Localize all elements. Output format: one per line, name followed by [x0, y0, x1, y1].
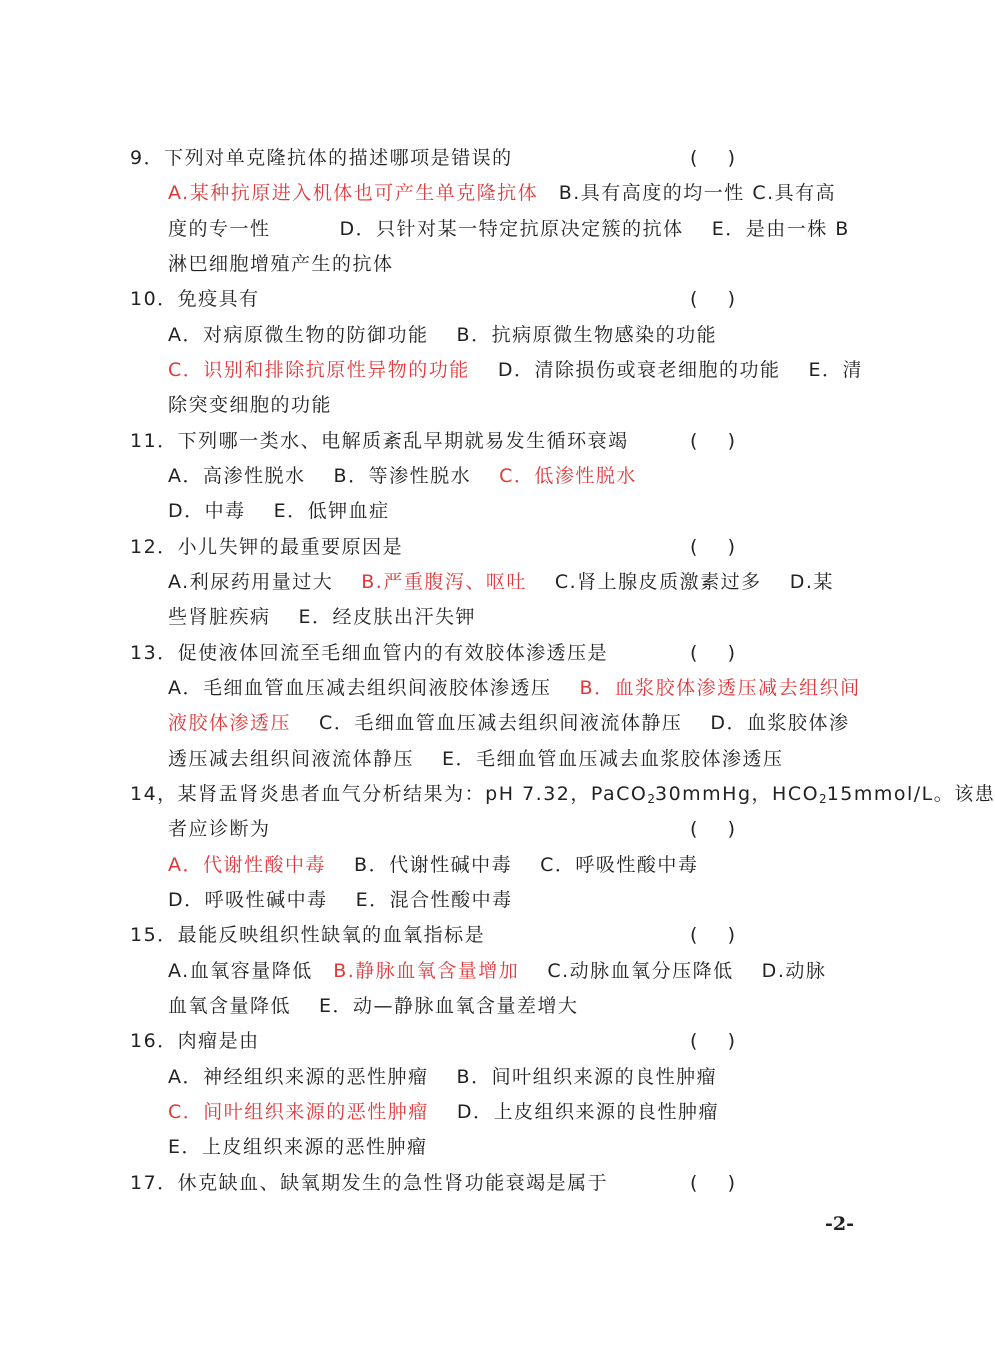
- option-text: D．清除损伤或衰老细胞的功能 E．清: [469, 359, 863, 381]
- question-10-options-1: A．对病原微生物的防御功能 B．抗病原微生物感染的功能: [168, 324, 718, 346]
- answer-text: C．间叶组织来源的恶性肿瘤: [168, 1101, 429, 1123]
- option-text: D．上皮组织来源的良性肿瘤: [428, 1101, 719, 1123]
- question-16-options-2: [168, 1099, 719, 1125]
- question-15-options-1: [168, 958, 826, 984]
- answer-paren: ( ): [690, 924, 736, 946]
- question-16-stem: 16．肉瘤是由: [130, 1030, 260, 1052]
- answer-text: 液胶体渗透压: [168, 712, 292, 734]
- subscript: 2: [647, 792, 655, 806]
- question-14-stem: [130, 781, 995, 812]
- question-17-stem: 17．休克缺血、缺氧期发生的急性肾功能衰竭是属于: [130, 1172, 609, 1194]
- stem-text: 14，某肾盂肾炎患者血气分析结果为：pH 7.32，PaCO: [130, 783, 648, 805]
- question-13-options-1: [168, 675, 861, 701]
- question-11-options-2: D．中毒 E．低钾血症: [168, 500, 390, 522]
- answer-text: B.严重腹泻、呕吐: [361, 571, 527, 593]
- answer-paren: ( ): [690, 642, 736, 664]
- option-text: B.具有高度的均一性 C.具有高: [538, 182, 837, 204]
- answer-text: A．代谢性酸中毒: [168, 854, 326, 876]
- question-9-stem: [130, 145, 513, 171]
- question-15-stem: 15．最能反映组织性缺氧的血氧指标是: [130, 924, 486, 946]
- option-text: B．代谢性碱中毒 C．呼吸性酸中毒: [326, 854, 699, 876]
- question-14-stem-cont: 者应诊断为: [168, 818, 271, 840]
- answer-paren: ( ): [690, 1030, 736, 1052]
- option-text: A．高渗性脱水 B．等渗性脱水: [168, 465, 500, 487]
- option-text: A．毛细血管血压减去组织间液胶体渗透压: [168, 677, 580, 699]
- page-number: -2-: [825, 1213, 854, 1235]
- option-text: C．毛细血管血压减去组织间液流体静压 D．血浆胶体渗: [291, 712, 850, 734]
- stem-text: 30mmHg，HCO: [654, 783, 820, 805]
- question-16-options-1: A．神经组织来源的恶性肿瘤 B．间叶组织来源的良性肿瘤: [168, 1066, 718, 1088]
- answer-paren: ( ): [690, 147, 736, 169]
- answer-paren: ( ): [690, 430, 736, 452]
- question-12-stem: 12．小儿失钾的最重要原因是: [130, 536, 404, 558]
- question-9-options-1: [168, 180, 836, 206]
- answer-paren: ( ): [690, 536, 736, 558]
- question-9-options-3: 淋巴细胞增殖产生的抗体: [168, 253, 394, 275]
- question-14-options-1: [168, 852, 698, 878]
- question-10-options-3: 除突变细胞的功能: [168, 394, 333, 416]
- answer-paren: ( ): [690, 1172, 736, 1194]
- answer-text: B．血浆胶体渗透压减去组织间: [579, 677, 861, 699]
- stem-text: 15mmol/L。该患: [826, 783, 995, 805]
- option-text: C.动脉血氧分压降低 D.动脉: [519, 960, 827, 982]
- question-12-options-2: 些肾脏疾病 E．经皮肤出汗失钾: [168, 606, 477, 628]
- question-12-options-1: [168, 569, 834, 595]
- question-13-stem: 13．促使液体回流至毛细血管内的有效胶体渗透压是: [130, 642, 609, 664]
- answer-paren: ( ): [690, 818, 736, 840]
- answer-text: C．识别和排除抗原性异物的功能: [168, 359, 470, 381]
- answer-text: A.某种抗原进入机体也可产生单克隆抗体: [168, 182, 539, 204]
- subscript: 2: [819, 792, 827, 806]
- option-text: A.利尿药用量过大: [168, 571, 362, 593]
- question-15-options-2: 血氧含量降低 E．动—静脉血氧含量差增大: [168, 995, 579, 1017]
- question-16-options-3: E．上皮组织来源的恶性肿瘤: [168, 1136, 428, 1158]
- question-14-options-2: D．呼吸性碱中毒 E．混合性酸中毒: [168, 889, 513, 911]
- answer-paren: ( ): [690, 288, 736, 310]
- stem-text: 9．下列对单克隆抗体的描述哪项是错误的: [130, 147, 513, 169]
- question-11-stem: 11．下列哪一类水、电解质紊乱早期就易发生循环衰竭: [130, 430, 629, 452]
- question-10-stem: 10．免疫具有: [130, 288, 260, 310]
- option-text: C.肾上腺皮质激素过多 D.某: [526, 571, 834, 593]
- option-text: A.血氧容量降低: [168, 960, 334, 982]
- question-13-options-2: [168, 710, 850, 736]
- answer-text: C．低渗性脱水: [499, 465, 637, 487]
- question-9-options-2: 度的专一性 D．只针对某一特定抗原决定簇的抗体 E．是由一株 B: [168, 218, 850, 240]
- question-13-options-3: 透压减去组织间液流体静压 E．毛细血管血压减去血浆胶体渗透压: [168, 748, 784, 770]
- question-10-options-2: [168, 357, 863, 383]
- question-11-options-1: [168, 463, 637, 489]
- answer-text: B.静脉血氧含量增加: [333, 960, 520, 982]
